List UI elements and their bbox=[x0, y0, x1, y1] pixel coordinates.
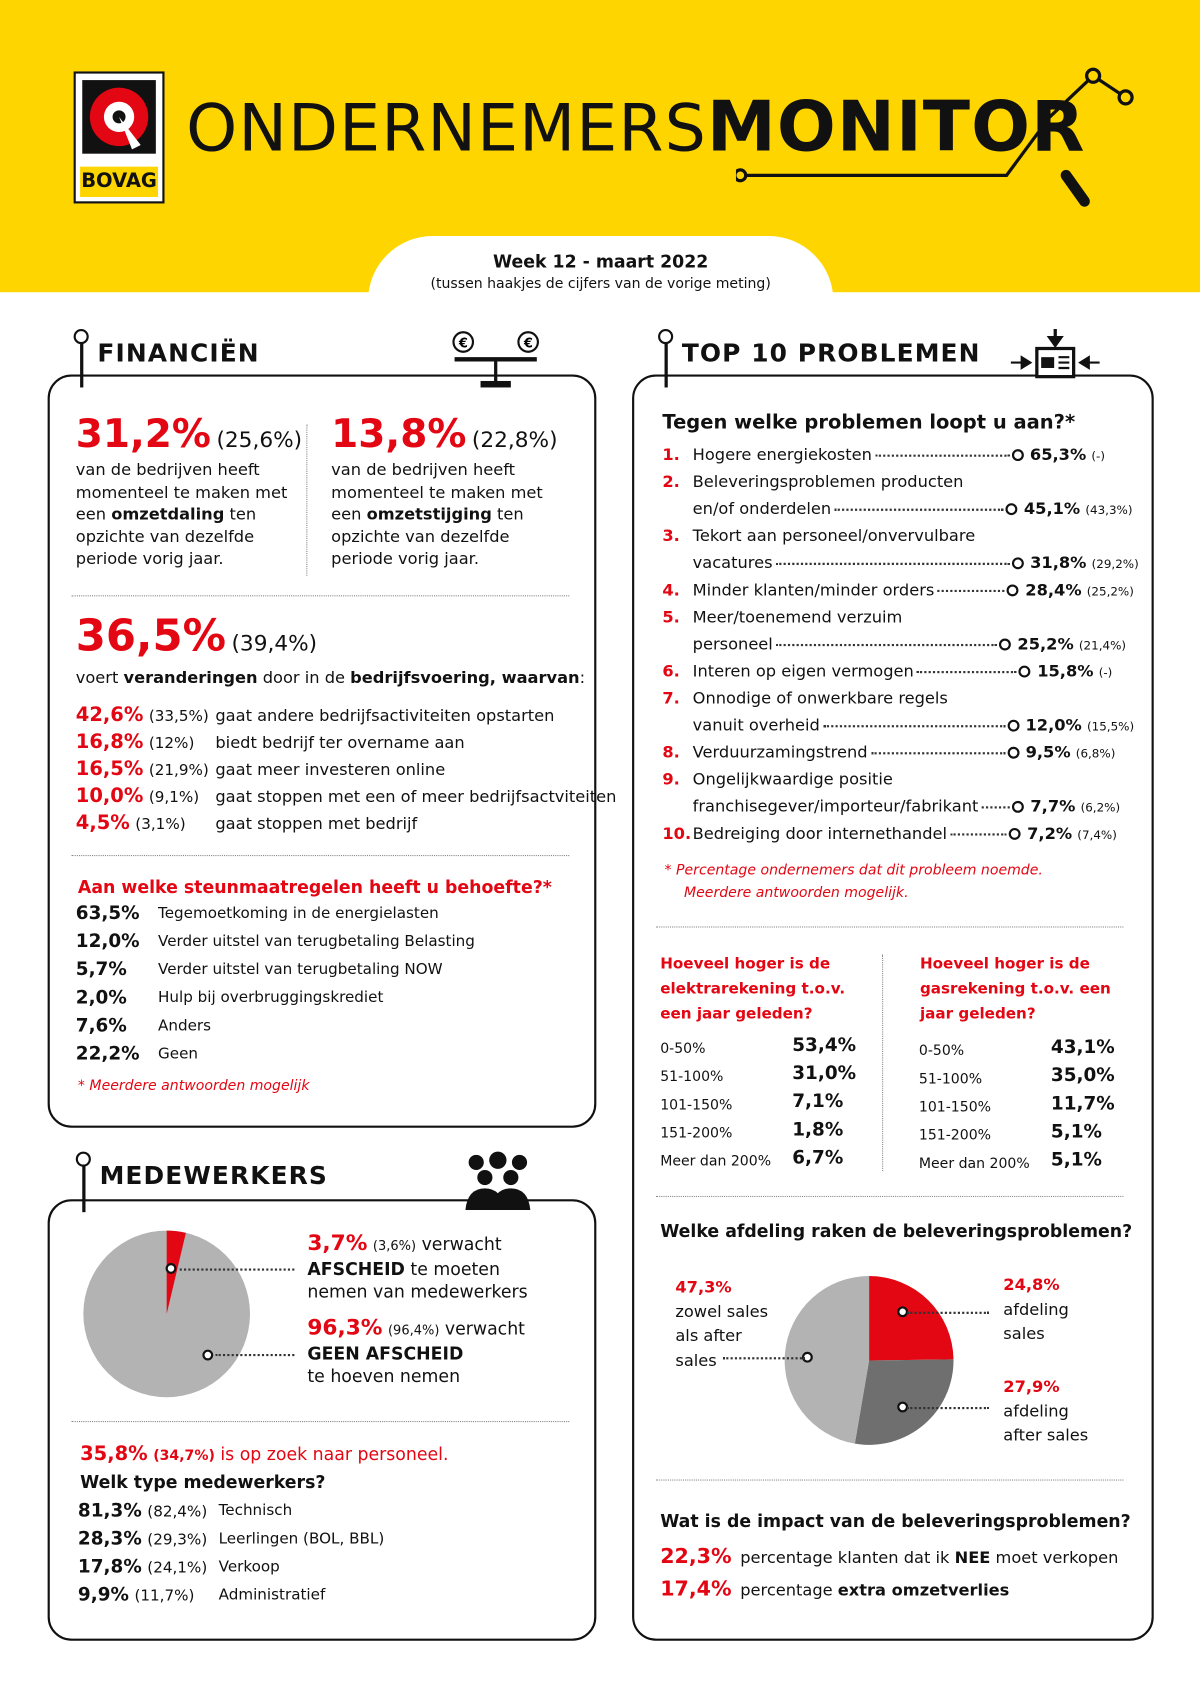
item-value: 17,8% bbox=[77, 1556, 142, 1578]
list-item bbox=[75, 902, 439, 925]
increase-l4: opzichte van dezelfde bbox=[331, 526, 510, 547]
row-label: 101-150% bbox=[660, 1097, 733, 1114]
table-row bbox=[918, 1036, 1115, 1060]
item-value: 2,0% bbox=[75, 987, 127, 1009]
row-label: 0-50% bbox=[660, 1041, 706, 1058]
problemen-title: TOP 10 PROBLEMEN bbox=[681, 339, 981, 368]
item-num: 8. bbox=[662, 742, 680, 762]
changes-description bbox=[76, 668, 585, 687]
item-value: 22,2% bbox=[75, 1043, 140, 1065]
problemen-pin bbox=[665, 338, 668, 388]
search-text: is op zoek naar personeel. bbox=[214, 1443, 449, 1465]
medewerkers-pin bbox=[82, 1160, 85, 1212]
item-value: 10,0% bbox=[75, 784, 144, 808]
geen-prev: (96,4%) bbox=[387, 1322, 440, 1338]
leader-geen-afscheid bbox=[215, 1354, 294, 1356]
item-text: Hogere energiekosten bbox=[692, 444, 872, 465]
item-label: gaat meer investeren online bbox=[215, 759, 446, 780]
geen-value: 96,3% bbox=[307, 1313, 383, 1340]
pie-slice-sales bbox=[869, 1276, 953, 1360]
financien-separator-2 bbox=[71, 855, 569, 856]
search-line bbox=[80, 1443, 448, 1466]
table-row bbox=[918, 1121, 1102, 1144]
list-item bbox=[77, 1584, 326, 1607]
changes-t2: veranderingen bbox=[123, 667, 258, 688]
item-value: 25,2% bbox=[1017, 634, 1074, 654]
gas-question bbox=[920, 952, 1111, 1027]
item-value: 28,3% bbox=[77, 1528, 142, 1550]
item-line-last bbox=[693, 445, 1105, 464]
afdeling-question: Welke afdeling raken de beleveringsproblemen? bbox=[660, 1220, 1133, 1242]
item-line-last bbox=[693, 661, 1113, 680]
financien-separator-1 bbox=[71, 595, 569, 596]
decline-prev: (25,6%) bbox=[216, 426, 303, 453]
gas-q2: gasrekening t.o.v. een bbox=[919, 980, 1111, 998]
item-label: Administratief bbox=[218, 1586, 326, 1604]
item-value: 31,8% bbox=[1030, 553, 1087, 573]
financien-pin-dot bbox=[74, 329, 89, 344]
bovag-logo bbox=[74, 71, 165, 203]
item-label: Hulp bij overbruggingskrediet bbox=[158, 989, 384, 1007]
item-label: Anders bbox=[158, 1017, 212, 1035]
table-row bbox=[918, 1149, 1102, 1173]
sales-l2: sales bbox=[1003, 1323, 1045, 1344]
header-title-light: ONDERNEMERS bbox=[186, 90, 707, 167]
item-num: 4. bbox=[662, 580, 680, 600]
table-row bbox=[660, 1034, 857, 1058]
list-item bbox=[75, 1043, 199, 1065]
item-line-last bbox=[693, 742, 1116, 761]
list-item bbox=[77, 1528, 385, 1550]
afdeling-both-label bbox=[675, 1275, 768, 1372]
item-value: 65,3% bbox=[1029, 444, 1087, 465]
row-label: 51-100% bbox=[660, 1069, 724, 1086]
row-label: 151-200% bbox=[918, 1127, 992, 1144]
list-item bbox=[662, 739, 1127, 766]
energie-divider bbox=[882, 955, 883, 1171]
list-item bbox=[75, 730, 465, 754]
impact-a-t2: moet verkopen bbox=[990, 1547, 1119, 1568]
geen-t1: verwacht bbox=[439, 1318, 525, 1339]
pie-marker-geen-afscheid bbox=[203, 1351, 212, 1360]
item-label: biedt bedrijf ter overname aan bbox=[215, 732, 465, 753]
changes-t1: voert bbox=[75, 667, 124, 688]
item-leader bbox=[950, 833, 1006, 835]
problemen-separator-3 bbox=[656, 1480, 1124, 1481]
elektra-q3: een jaar geleden? bbox=[660, 1005, 813, 1023]
pie-marker-afscheid bbox=[167, 1264, 176, 1273]
increase-l3-pre: een bbox=[331, 504, 367, 524]
sales-l1: afdeling bbox=[1003, 1299, 1069, 1319]
search-prev: (34,7%) bbox=[153, 1448, 215, 1465]
item-prev: (3,1%) bbox=[135, 816, 186, 834]
item-text: Ongelijkwaardige positie bbox=[692, 769, 893, 789]
both-l1: zowel sales bbox=[675, 1301, 769, 1321]
item-prev: (6,8%) bbox=[1075, 746, 1116, 761]
decline-l5: periode vorig jaar. bbox=[75, 548, 224, 569]
item-text: Interen op eigen vermogen bbox=[692, 661, 914, 681]
aftersales-l1: afdeling bbox=[1003, 1401, 1069, 1421]
item-prev: (-) bbox=[1098, 665, 1113, 680]
item-value: 12,0% bbox=[1025, 715, 1082, 735]
item-line-last bbox=[693, 634, 1126, 653]
list-item bbox=[75, 703, 555, 727]
item-prev: (29,2%) bbox=[1091, 557, 1139, 572]
list-item bbox=[75, 1015, 212, 1037]
afscheid-bold: AFSCHEID bbox=[307, 1258, 405, 1280]
aftersales-l2: after sales bbox=[1003, 1425, 1089, 1445]
gas-q3: jaar geleden? bbox=[919, 1005, 1036, 1023]
list-item bbox=[662, 685, 1135, 739]
item-value: 81,3% bbox=[77, 1500, 142, 1522]
list-item bbox=[662, 577, 1134, 604]
item-num: 1. bbox=[662, 444, 680, 465]
list-item bbox=[75, 811, 418, 835]
impact-a-value: 22,3% bbox=[660, 1544, 732, 1569]
changes-prev: (39,4%) bbox=[231, 629, 318, 656]
item-prev: (21,9%) bbox=[148, 761, 209, 780]
item-prev: (11,7%) bbox=[134, 1587, 195, 1606]
item-value: 63,5% bbox=[75, 902, 140, 925]
impact-b-t1: percentage bbox=[740, 1580, 838, 1600]
week-label: Week 12 - maart 2022 bbox=[493, 251, 709, 272]
item-prev: (25,2%) bbox=[1086, 584, 1134, 599]
both-value: 47,3% bbox=[675, 1277, 732, 1297]
item-num: 10. bbox=[662, 823, 692, 844]
row-value: 5,1% bbox=[1050, 1121, 1102, 1143]
impact-b-bold: extra omzetverlies bbox=[837, 1580, 1010, 1600]
table-row bbox=[660, 1090, 844, 1114]
item-prev: (12%) bbox=[148, 734, 195, 753]
increase-l1: van de bedrijven heeft bbox=[331, 459, 516, 480]
impact-question: Wat is de impact van de beleveringsproblemen? bbox=[660, 1510, 1131, 1532]
table-row bbox=[660, 1062, 857, 1086]
item-text: Beleveringsproblemen producten bbox=[692, 471, 964, 492]
row-value: 5,1% bbox=[1050, 1149, 1102, 1172]
list-item bbox=[662, 766, 1127, 820]
row-label: 151-200% bbox=[660, 1125, 733, 1142]
item-num: 6. bbox=[662, 661, 680, 681]
changes-t3: door in de bbox=[257, 667, 351, 688]
decline-l3-bold: omzetdaling bbox=[111, 504, 225, 524]
leader-sales bbox=[907, 1312, 989, 1314]
list-item bbox=[662, 442, 1127, 469]
item-leader bbox=[823, 725, 1005, 727]
type-question: Welk type medewerkers? bbox=[80, 1471, 326, 1493]
header-title-bold: MONITOR bbox=[706, 87, 1086, 168]
increase-l3-post: ten bbox=[491, 504, 524, 524]
medewerkers-pin-dot bbox=[76, 1152, 91, 1167]
elektra-q2: elektrarekening t.o.v. bbox=[660, 980, 846, 998]
support-question: Aan welke steunmaatregelen heeft u behoefte?* bbox=[77, 876, 552, 898]
item-end-dot bbox=[1012, 449, 1024, 461]
item-end-dot bbox=[1012, 557, 1024, 569]
leader-after-sales bbox=[907, 1407, 989, 1409]
list-item bbox=[662, 820, 1127, 847]
sales-value: 24,8% bbox=[1003, 1274, 1060, 1295]
pie-marker-after-sales bbox=[898, 1403, 907, 1412]
item-num: 5. bbox=[662, 607, 680, 627]
afscheid-t2: te moeten bbox=[404, 1258, 500, 1280]
list-item bbox=[662, 469, 1133, 523]
medewerkers-pie-chart bbox=[80, 1227, 253, 1400]
item-line-last bbox=[693, 824, 1117, 843]
afdeling-sales-label bbox=[1003, 1273, 1069, 1346]
item-value: 7,2% bbox=[1027, 823, 1073, 844]
item-end-dot bbox=[999, 639, 1011, 651]
item-label: Geen bbox=[158, 1045, 199, 1063]
item-text: Meer/toenemend verzuim bbox=[692, 607, 903, 627]
medewerkers-separator bbox=[71, 1421, 569, 1422]
item-prev: (7,4%) bbox=[1077, 827, 1117, 843]
row-value: 53,4% bbox=[792, 1034, 857, 1057]
row-label: Meer dan 200% bbox=[918, 1155, 1030, 1173]
item-label: gaat stoppen met bedrijf bbox=[215, 813, 418, 834]
increase-l3-bold: omzetstijging bbox=[366, 504, 492, 524]
item-value: 16,5% bbox=[75, 757, 144, 781]
item-label: Verder uitstel van terugbetaling NOW bbox=[158, 961, 443, 979]
problemen-pin-dot bbox=[658, 329, 673, 344]
impact-b bbox=[660, 1577, 1009, 1601]
item-text-2: vacatures bbox=[692, 553, 773, 573]
item-leader bbox=[776, 643, 997, 645]
item-value: 16,8% bbox=[75, 730, 144, 754]
item-value: 7,7% bbox=[1030, 796, 1076, 817]
problemen-question: Tegen welke problemen loopt u aan?* bbox=[662, 411, 1076, 435]
item-value: 4,5% bbox=[75, 811, 130, 835]
item-leader bbox=[871, 752, 1005, 754]
afdeling-pie-chart bbox=[784, 1275, 955, 1446]
bovag-emblem-icon bbox=[76, 74, 163, 167]
row-value: 11,7% bbox=[1050, 1093, 1115, 1115]
item-prev: (21,4%) bbox=[1078, 638, 1127, 653]
item-end-dot bbox=[1007, 720, 1019, 732]
row-value: 31,0% bbox=[792, 1062, 857, 1085]
item-value: 9,9% bbox=[77, 1584, 129, 1607]
list-item bbox=[77, 1556, 280, 1578]
item-line-last bbox=[693, 580, 1134, 599]
row-value: 1,8% bbox=[792, 1119, 844, 1141]
afscheid-prev: (3,6%) bbox=[372, 1238, 417, 1254]
week-note: (tussen haakjes de cijfers van de vorige meting) bbox=[430, 275, 771, 293]
decline-value: 31,2% bbox=[75, 412, 211, 457]
problemen-separator-1 bbox=[656, 926, 1124, 927]
item-text-2: franchisegever/importeur/fabrikant bbox=[692, 796, 979, 817]
impact-a-bold: NEE bbox=[954, 1547, 991, 1568]
item-value: 7,6% bbox=[75, 1015, 127, 1037]
item-num: 2. bbox=[662, 471, 680, 492]
row-label: 51-100% bbox=[918, 1071, 983, 1088]
decline-l3-pre: een bbox=[75, 504, 112, 524]
item-value: 9,5% bbox=[1025, 742, 1071, 762]
problemen-footnote-1: * Percentage ondernemers dat dit probleem noemde. bbox=[664, 862, 1043, 879]
item-num: 3. bbox=[662, 525, 680, 546]
item-prev: (6,2%) bbox=[1080, 800, 1121, 815]
problemen-footnote-2: Meerdere antwoorden mogelijk. bbox=[684, 885, 909, 902]
item-end-dot bbox=[1019, 666, 1031, 678]
item-label: Leerlingen (BOL, BBL) bbox=[218, 1530, 385, 1548]
item-label: gaat andere bedrijfsactiviteiten opstarten bbox=[215, 705, 555, 726]
support-footnote: * Meerdere antwoorden mogelijk bbox=[77, 1077, 310, 1095]
bovag-wordmark: BOVAG bbox=[80, 167, 158, 197]
geen-t3: te hoeven nemen bbox=[307, 1365, 461, 1387]
item-text-2: vanuit overheid bbox=[692, 715, 820, 735]
afscheid-t1: verwacht bbox=[416, 1233, 502, 1255]
item-value: 5,7% bbox=[75, 958, 127, 981]
gas-q1: Hoeveel hoger is de bbox=[919, 955, 1090, 973]
leader-afscheid bbox=[180, 1268, 295, 1270]
impact-b-value: 17,4% bbox=[660, 1576, 732, 1601]
item-leader bbox=[982, 806, 1010, 808]
item-line-last bbox=[693, 715, 1134, 734]
item-end-dot bbox=[1007, 747, 1019, 759]
item-text: Minder klanten/minder orders bbox=[692, 580, 935, 600]
item-label: Tegemoetkoming in de energielasten bbox=[158, 904, 439, 923]
item-text: Verduurzamingstrend bbox=[692, 742, 868, 762]
item-label: Verder uitstel van terugbetaling Belasting bbox=[158, 932, 475, 951]
table-row bbox=[918, 1093, 1115, 1116]
scale-euro-icon bbox=[444, 327, 548, 390]
item-prev: (33,5%) bbox=[148, 707, 209, 726]
problemen-separator-2 bbox=[656, 1196, 1124, 1197]
pie-marker-sales bbox=[898, 1307, 907, 1316]
row-value: 6,7% bbox=[792, 1147, 844, 1169]
elektra-q1: Hoeveel hoger is de bbox=[660, 955, 831, 973]
impact-a-t1: percentage klanten dat ik bbox=[740, 1547, 955, 1568]
item-value: 15,8% bbox=[1037, 661, 1094, 681]
item-num: 7. bbox=[662, 688, 680, 708]
svg-text:€: € bbox=[458, 336, 468, 352]
item-value: 42,6% bbox=[75, 703, 144, 727]
item-prev: (24,1%) bbox=[147, 1559, 208, 1577]
geen-bold: GEEN AFSCHEID bbox=[307, 1343, 464, 1364]
list-item bbox=[662, 523, 1139, 577]
item-value: 12,0% bbox=[75, 930, 140, 953]
item-end-dot bbox=[1009, 828, 1021, 840]
table-row bbox=[660, 1119, 844, 1142]
list-item bbox=[75, 757, 446, 781]
item-value: 45,1% bbox=[1023, 498, 1081, 519]
list-item bbox=[75, 784, 617, 808]
item-num: 9. bbox=[662, 769, 680, 789]
item-leader bbox=[938, 589, 1005, 591]
table-row bbox=[918, 1064, 1115, 1088]
elektra-question bbox=[660, 952, 845, 1027]
svg-text:€: € bbox=[523, 336, 533, 352]
afdeling-after-sales-label bbox=[1003, 1375, 1088, 1448]
item-prev: (29,3%) bbox=[147, 1531, 208, 1549]
medewerkers-title: MEDEWERKERS bbox=[99, 1162, 328, 1191]
financien-divider bbox=[306, 424, 307, 576]
afscheid-text bbox=[307, 1229, 567, 1303]
impact-a bbox=[660, 1544, 1118, 1568]
row-label: 101-150% bbox=[918, 1099, 992, 1116]
geen-afscheid-text bbox=[307, 1313, 567, 1387]
aftersales-value: 27,9% bbox=[1003, 1376, 1060, 1397]
both-l3: sales bbox=[675, 1350, 717, 1370]
item-prev: (43,3%) bbox=[1085, 503, 1133, 518]
pie-slice-both bbox=[785, 1276, 869, 1444]
item-leader bbox=[875, 454, 1009, 456]
decline-block bbox=[75, 412, 303, 570]
afscheid-value: 3,7% bbox=[307, 1229, 368, 1256]
item-leader bbox=[917, 670, 1017, 672]
item-label: gaat stoppen met een of meer bedrijfsactviteiten bbox=[215, 786, 617, 807]
item-prev: (-) bbox=[1091, 449, 1106, 464]
item-text-2: personeel bbox=[692, 634, 773, 654]
item-end-dot bbox=[1007, 584, 1019, 596]
item-text: Onnodige of onwerkbare regels bbox=[692, 688, 948, 708]
both-l2: als after bbox=[675, 1325, 742, 1346]
decline-l3-post: ten bbox=[224, 504, 257, 524]
row-label: Meer dan 200% bbox=[660, 1153, 772, 1170]
increase-l5: periode vorig jaar. bbox=[331, 548, 480, 569]
increase-block bbox=[331, 412, 575, 570]
changes-t4: bedrijfsvoering, waarvan bbox=[350, 667, 580, 688]
row-label: 0-50% bbox=[918, 1043, 965, 1060]
item-text-2: en/of onderdelen bbox=[692, 498, 832, 519]
financien-pin bbox=[80, 338, 83, 388]
decline-l2: momenteel te maken met bbox=[75, 482, 288, 502]
item-value: 28,4% bbox=[1025, 580, 1082, 600]
item-line-last bbox=[693, 499, 1133, 518]
afscheid-t3: nemen van medewerkers bbox=[307, 1281, 528, 1303]
item-text: Bedreiging door internethandel bbox=[692, 823, 948, 844]
item-end-dot bbox=[1012, 801, 1024, 813]
item-line-last bbox=[693, 797, 1120, 816]
decline-l4: opzichte van dezelfde bbox=[75, 526, 255, 547]
item-line-last bbox=[693, 553, 1139, 572]
increase-value: 13,8% bbox=[331, 412, 467, 457]
list-item bbox=[75, 987, 384, 1009]
logistics-arrows-icon bbox=[1009, 329, 1102, 385]
item-label: Technisch bbox=[218, 1502, 293, 1520]
table-row bbox=[660, 1147, 844, 1170]
changes-headline bbox=[75, 611, 318, 662]
people-group-icon bbox=[459, 1149, 537, 1212]
list-item bbox=[75, 958, 443, 981]
item-leader bbox=[834, 508, 1003, 510]
search-value: 35,8% bbox=[80, 1442, 148, 1466]
item-prev: (82,4%) bbox=[147, 1503, 208, 1521]
row-value: 35,0% bbox=[1050, 1064, 1115, 1087]
item-leader bbox=[776, 562, 1010, 564]
item-text: Tekort aan personeel/onvervulbare bbox=[692, 525, 976, 546]
changes-value: 36,5% bbox=[75, 611, 226, 662]
item-prev: (9,1%) bbox=[148, 788, 200, 807]
financien-title: FINANCIËN bbox=[97, 339, 260, 368]
decline-l1: van de bedrijven heeft bbox=[75, 459, 260, 480]
list-item bbox=[77, 1500, 293, 1522]
item-prev: (15,5%) bbox=[1087, 719, 1135, 734]
row-value: 43,1% bbox=[1050, 1036, 1115, 1059]
monitor-graph-icon bbox=[736, 54, 1147, 216]
increase-prev: (22,8%) bbox=[471, 426, 558, 453]
list-item bbox=[75, 930, 475, 953]
list-item bbox=[662, 658, 1127, 685]
item-end-dot bbox=[1005, 503, 1017, 515]
list-item bbox=[662, 604, 1127, 658]
row-value: 7,1% bbox=[792, 1090, 844, 1113]
changes-t5: : bbox=[579, 667, 586, 688]
item-label: Verkoop bbox=[218, 1558, 280, 1576]
increase-l2: momenteel te maken met bbox=[331, 482, 543, 502]
